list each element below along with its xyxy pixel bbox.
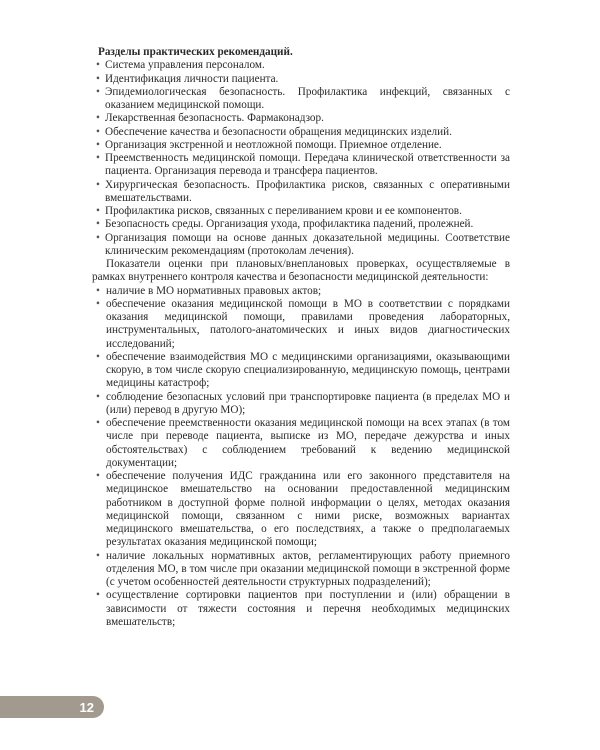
bullet-icon: • <box>96 218 100 231</box>
indicator-item: • обеспечение получения ИДС гражданина или его законного представителя на медицинское вмешательство на основании предоставленной медицинским работником в доступной форме полной информации о целях, методах оказания медицинской помощи, связанном с ними риске, возможных вариантах медицинского вмешательства, о его последствиях, а также о предполагаемых результатах оказания медицинской помощи; <box>96 470 510 549</box>
indicator-item: • наличие в МО нормативных правовых актов; <box>96 284 322 297</box>
bullet-icon: • <box>96 59 100 72</box>
indicator-item: • обеспечение оказания медицинской помощи в МО в соответствии с порядками оказания медицинской помощи, правилами проведения лабораторных, инструментальных, патолого-анатомических и иных видов диагностических исследований; <box>96 297 510 350</box>
section-item: • Организация экстренной и неотложной помощи. Приемное отделение. <box>96 138 442 151</box>
section-item: • Безопасность среды. Организация ухода, профилактика падений, пролежней. <box>96 218 474 231</box>
section-item: • Профилактика рисков, связанных с переливанием крови и ее компонентов. <box>96 205 462 217</box>
bullet-icon: • <box>96 85 100 98</box>
bullet-icon: • <box>96 284 100 297</box>
bullet-icon: • <box>96 125 100 138</box>
bullet-icon: • <box>96 589 100 602</box>
bullet-icon: • <box>96 417 100 429</box>
bullet-icon: • <box>96 297 100 310</box>
indicators-list <box>92 285 510 630</box>
indicator-item: • соблюдение безопасных условий при транспортировке пациента (в пределах МО и (или) перевод в другую МО); <box>96 390 510 416</box>
bullet-icon: • <box>96 231 100 244</box>
bullet-icon: • <box>96 152 100 164</box>
indicator-item: • обеспечение взаимодействия МО с медицинскими организациями, оказывающими скорую, в том числе скорую специализированную, медицинскую помощь, центрами медицины катастроф; <box>96 350 510 390</box>
bullet-icon: • <box>96 138 100 151</box>
bullet-icon: • <box>96 205 100 217</box>
bullet-icon: • <box>96 549 100 562</box>
section-item: • Преемственность медицинской помощи. Передача клинической ответственности за пациента. Организация перевода и трансфера пациентов. <box>96 152 510 178</box>
section-item: • Лекарственная безопасность. Фармаконадзор. <box>96 112 324 125</box>
bullet-icon: • <box>96 390 100 403</box>
bullet-icon: • <box>96 178 100 191</box>
section-item: • Хирургическая безопасность. Профилактика рисков, связанных с оперативными вмешательствами. <box>96 178 510 204</box>
section-item: • Организация помощи на основе данных доказательной медицины. Соответствие клиническим рекомендациям (протоколам лечения). <box>96 231 510 257</box>
bullet-icon: • <box>96 470 100 482</box>
section-heading: Разделы практических рекомендаций. <box>98 46 293 58</box>
section-item: • Идентификация личности пациента. <box>96 72 279 85</box>
section-item: • Эпидемиологическая безопасность. Профилактика инфекций, связанных с оказанием медицинской помощи. <box>96 85 510 111</box>
bullet-icon: • <box>96 350 100 363</box>
indicator-item: • наличие локальных нормативных актов, регламентирующих работу приемного отделения МО, в том числе при оказании медицинской помощи в экстренной форме (с учетом особенностей деятельности структурных подразделений); <box>96 549 510 588</box>
sections-list <box>92 59 510 258</box>
section-item: • Обеспечение качества и безопасности обращения медицинских изделий. <box>96 125 452 138</box>
intro-paragraph: Показатели оценки при плановых/внеплановых проверках, осуществляемые в рамках внутреннего контроля качества и безопасности медицинской деятельности: <box>92 258 510 284</box>
page-number-badge <box>0 696 104 718</box>
page-number: 12 <box>79 699 94 715</box>
page-body <box>92 46 510 629</box>
bullet-icon: • <box>96 72 100 85</box>
indicator-item: • обеспечение преемственности оказания медицинской помощи на всех этапах (в том числе при переводе пациента, выписке из МО, передаче дежурства и иных обстоятельствах) с соблюдением требований к ведению медицинской документации; <box>96 417 510 469</box>
section-item: • Система управления персоналом. <box>96 59 265 72</box>
bullet-icon: • <box>96 112 100 125</box>
indicator-item: • осуществление сортировки пациентов при поступлении и (или) обращении в зависимости от тяжести состояния и перечня необходимых медицинских вмешательств; <box>96 589 510 628</box>
